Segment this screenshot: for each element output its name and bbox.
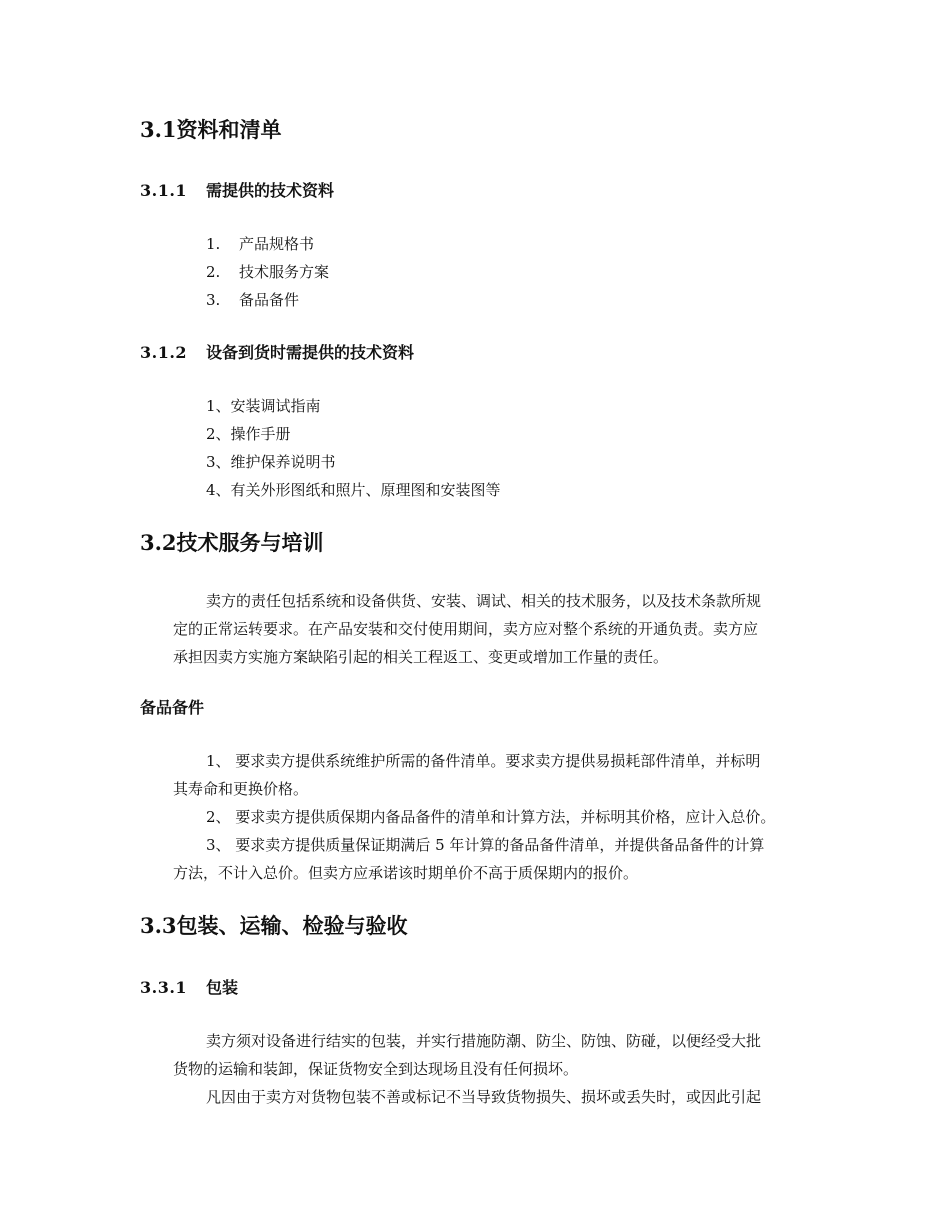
paragraph-line: 其寿命和更换价格。 [173, 780, 309, 798]
section-heading-3-1: 3.1资料和清单 [140, 117, 282, 142]
subsection-number: 3.1.1 [140, 181, 188, 200]
paragraph-line: 3、 要求卖方提供质量保证期满后 5 年计算的备品备件清单，并提供备品备件的计算 [206, 836, 765, 854]
subsection-title: 包装 [206, 978, 239, 997]
list-item: 1. 产品规格书 [206, 235, 315, 253]
paragraph-line: 定的正常运转要求。在产品安装和交付使用期间，卖方应对整个系统的开通负责。卖方应 [173, 620, 759, 638]
paragraph-line: 卖方的责任包括系统和设备供货、安装、调试、相关的技术服务，以及技术条款所规 [206, 592, 762, 610]
subsection-title: 设备到货时需提供的技术资料 [206, 343, 415, 362]
spares-heading: 备品备件 [140, 698, 205, 717]
paragraph-line: 2、 要求卖方提供质保期内备品备件的清单和计算方法，并标明其价格，应计入总价。 [206, 808, 776, 826]
paragraph-line: 凡因由于卖方对货物包装不善或标记不当导致货物损失、损坏或丢失时，或因此引起 [206, 1088, 762, 1106]
paragraph-line: 1、 要求卖方提供系统维护所需的备件清单。要求卖方提供易损耗部件清单，并标明 [206, 752, 761, 770]
list-item: 2. 技术服务方案 [206, 263, 330, 281]
list-item: 2、操作手册 [206, 425, 291, 443]
subsection-heading-3-3-1 [140, 975, 238, 998]
subsection-heading-3-1-1 [140, 178, 334, 201]
section-heading-3-2: 3.2技术服务与培训 [140, 530, 324, 555]
list-item: 3、维护保养说明书 [206, 453, 336, 471]
paragraph-line: 卖方须对设备进行结实的包装，并实行措施防潮、防尘、防蚀、防碰，以便经受大批 [206, 1032, 762, 1050]
paragraph-line: 货物的运输和装卸，保证货物安全到达现场且没有任何损坏。 [173, 1060, 579, 1078]
subsection-number: 3.1.2 [140, 343, 188, 362]
list-item: 3. 备品备件 [206, 291, 300, 309]
section-heading-3-3: 3.3包装、运输、检验与验收 [140, 913, 408, 938]
subsection-title: 需提供的技术资料 [206, 181, 335, 200]
subsection-number: 3.3.1 [140, 978, 188, 997]
paragraph-line: 方法，不计入总价。但卖方应承诺该时期单价不高于质保期内的报价。 [173, 864, 639, 882]
subsection-heading-3-1-2 [140, 340, 414, 363]
list-item: 1、安装调试指南 [206, 397, 321, 415]
paragraph-line: 承担因卖方实施方案缺陷引起的相关工程返工、变更或增加工作量的责任。 [173, 648, 669, 666]
list-item: 4、有关外形图纸和照片、原理图和安装图等 [206, 481, 501, 499]
